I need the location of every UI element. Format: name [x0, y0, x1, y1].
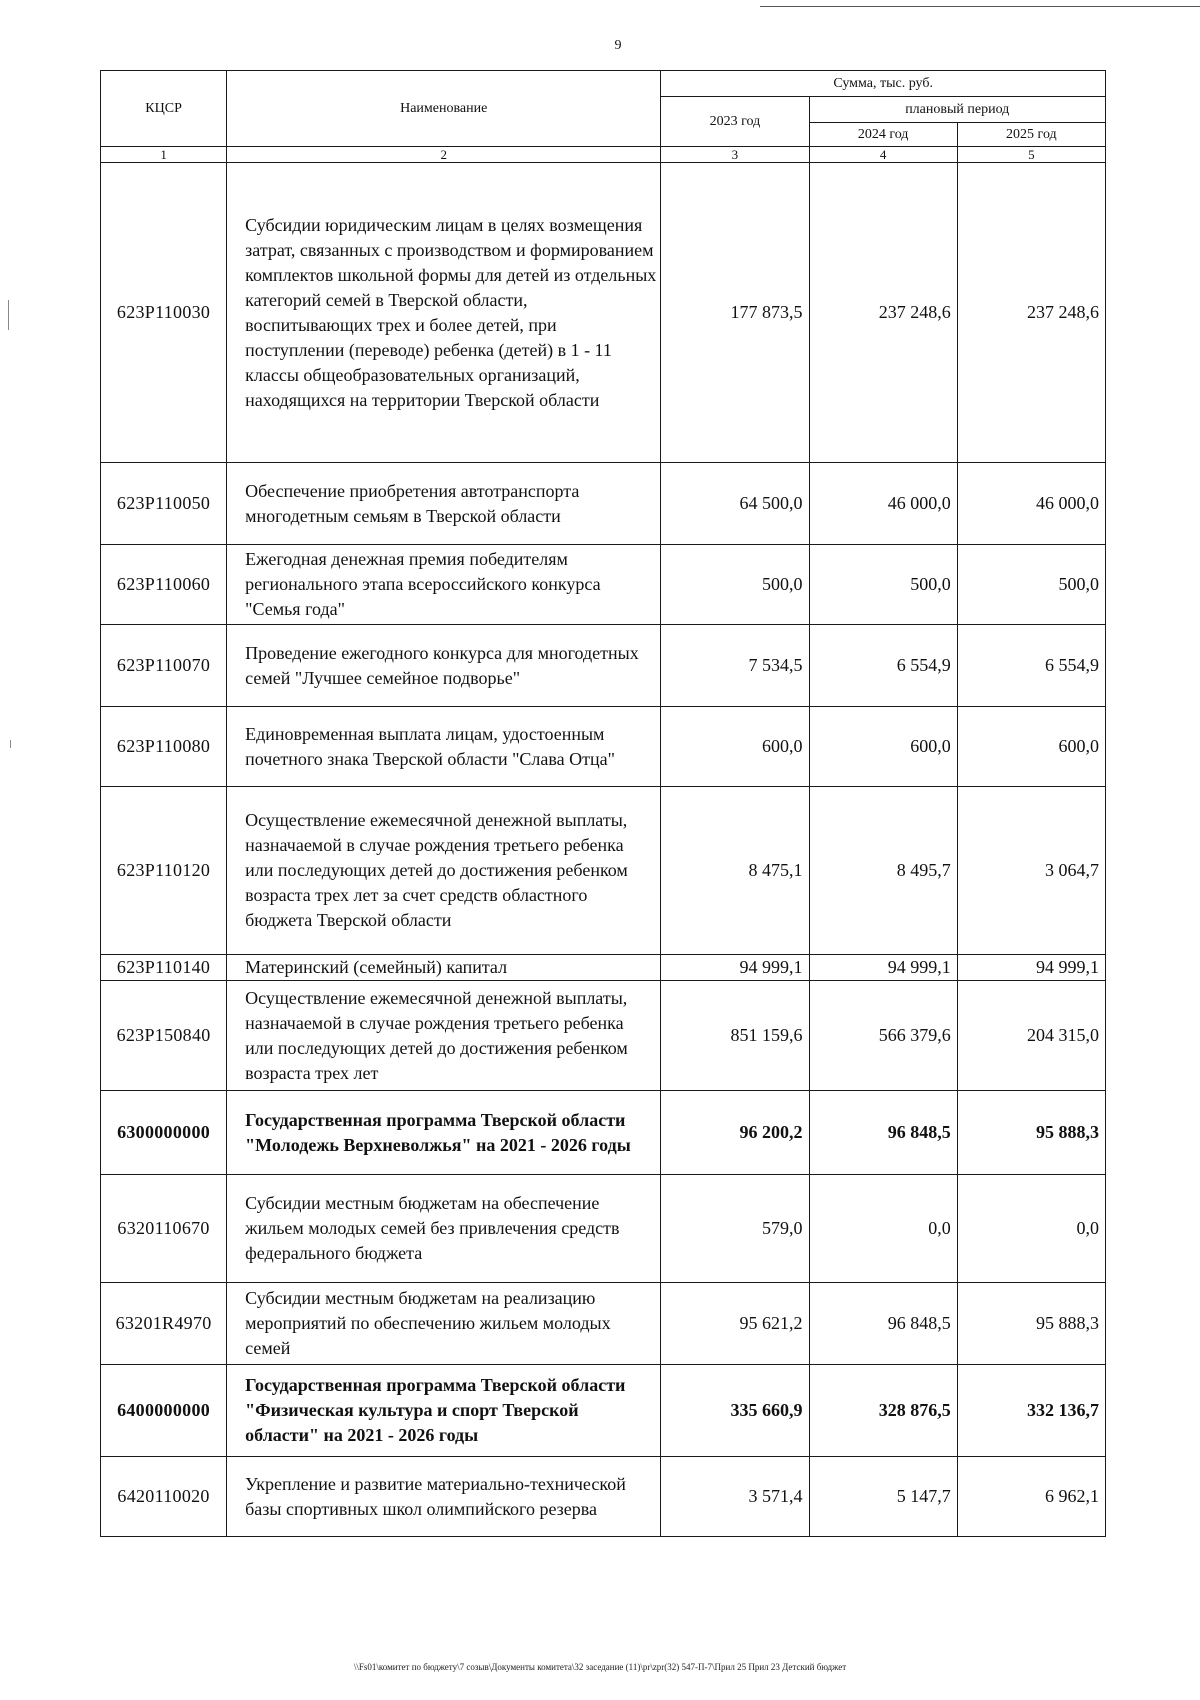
row-value-2024: 237 248,6	[809, 163, 957, 463]
row-value-2025: 6 554,9	[957, 625, 1105, 707]
row-value-2023: 95 621,2	[661, 1283, 809, 1365]
row-value-2023: 500,0	[661, 545, 809, 625]
scan-edge-line	[760, 6, 1200, 7]
row-code: 6300000000	[101, 1091, 227, 1175]
row-name: Материнский (семейный) капитал	[227, 955, 661, 981]
row-value-2023: 3 571,4	[661, 1457, 809, 1537]
row-value-2025: 3 064,7	[957, 787, 1105, 955]
row-value-2023: 94 999,1	[661, 955, 809, 981]
table-row	[101, 163, 1106, 463]
row-code: 63201R4970	[101, 1283, 227, 1365]
row-code: 623Р110120	[101, 787, 227, 955]
row-name: Проведение ежегодного конкурса для многодетных семей "Лучшее семейное подворье"	[227, 625, 661, 707]
row-code: 623Р110060	[101, 545, 227, 625]
table-row	[101, 1365, 1106, 1457]
row-name: Ежегодная денежная премия победителям регионального этапа всероссийского конкурса "Семья года"	[227, 545, 661, 625]
row-value-2023: 177 873,5	[661, 163, 809, 463]
row-code: 6400000000	[101, 1365, 227, 1457]
row-code: 623Р110050	[101, 463, 227, 545]
table-row	[101, 1283, 1106, 1365]
row-value-2023: 600,0	[661, 707, 809, 787]
row-value-2025: 0,0	[957, 1175, 1105, 1283]
row-name: Субсидии юридическим лицам в целях возмещения затрат, связанных с производством и формированием комплектов школьной формы для детей из отдельных категорий семей в Тверской области, воспитывающих трех и более детей, при поступлении (переводе) ребенка (детей) в 1 - 11 классы общеобразовательных организаций, находящихся на территории Тверской области	[227, 163, 661, 463]
column-number: 5	[957, 147, 1105, 163]
table-row	[101, 545, 1106, 625]
row-name: Государственная программа Тверской области "Молодежь Верхневолжья" на 2021 - 2026 годы	[227, 1091, 661, 1175]
row-name: Субсидии местным бюджетам на обеспечение жильем молодых семей без привлечения средств федерального бюджета	[227, 1175, 661, 1283]
row-value-2024: 96 848,5	[809, 1091, 957, 1175]
row-value-2023: 335 660,9	[661, 1365, 809, 1457]
row-value-2023: 851 159,6	[661, 981, 809, 1091]
row-value-2024: 6 554,9	[809, 625, 957, 707]
row-value-2025: 332 136,7	[957, 1365, 1105, 1457]
row-value-2023: 579,0	[661, 1175, 809, 1283]
row-value-2024: 566 379,6	[809, 981, 957, 1091]
row-name: Единовременная выплата лицам, удостоенным почетного знака Тверской области "Слава Отца"	[227, 707, 661, 787]
column-number: 1	[101, 147, 227, 163]
table-row	[101, 787, 1106, 955]
budget-table	[100, 70, 1106, 1537]
header-year-2024: 2024 год	[809, 123, 957, 147]
row-value-2024: 0,0	[809, 1175, 957, 1283]
column-number: 3	[661, 147, 809, 163]
row-name: Укрепление и развитие материально-технической базы спортивных школ олимпийского резерва	[227, 1457, 661, 1537]
row-name: Обеспечение приобретения автотранспорта многодетным семьям в Тверской области	[227, 463, 661, 545]
row-value-2024: 94 999,1	[809, 955, 957, 981]
row-code: 6420110020	[101, 1457, 227, 1537]
row-code: 623Р110080	[101, 707, 227, 787]
row-value-2025: 500,0	[957, 545, 1105, 625]
row-value-2025: 95 888,3	[957, 1091, 1105, 1175]
page-number: 9	[614, 38, 622, 53]
column-number: 2	[227, 147, 661, 163]
row-value-2024: 5 147,7	[809, 1457, 957, 1537]
table-row	[101, 463, 1106, 545]
header-name: Наименование	[227, 71, 661, 147]
column-number: 4	[809, 147, 957, 163]
row-value-2025: 94 999,1	[957, 955, 1105, 981]
row-value-2025: 600,0	[957, 707, 1105, 787]
scan-speck	[8, 300, 9, 330]
row-value-2025: 237 248,6	[957, 163, 1105, 463]
row-value-2025: 204 315,0	[957, 981, 1105, 1091]
table-row	[101, 955, 1106, 981]
row-value-2024: 328 876,5	[809, 1365, 957, 1457]
row-code: 623Р110030	[101, 163, 227, 463]
table-row	[101, 625, 1106, 707]
row-value-2024: 8 495,7	[809, 787, 957, 955]
row-value-2025: 6 962,1	[957, 1457, 1105, 1537]
row-name: Осуществление ежемесячной денежной выплаты, назначаемой в случае рождения третьего ребенка или последующих детей до достижения ребенком возраста трех лет за счет средств областного бюджета Тверской области	[227, 787, 661, 955]
row-value-2023: 7 534,5	[661, 625, 809, 707]
row-value-2024: 600,0	[809, 707, 957, 787]
table-row	[101, 1457, 1106, 1537]
header-year-2025: 2025 год	[957, 123, 1105, 147]
row-value-2024: 500,0	[809, 545, 957, 625]
row-value-2024: 96 848,5	[809, 1283, 957, 1365]
header-sum: Сумма, тыс. руб.	[661, 71, 1106, 97]
row-value-2025: 46 000,0	[957, 463, 1105, 545]
row-code: 623Р110070	[101, 625, 227, 707]
row-value-2024: 46 000,0	[809, 463, 957, 545]
header-year-2023: 2023 год	[661, 97, 809, 147]
row-value-2025: 95 888,3	[957, 1283, 1105, 1365]
row-name: Субсидии местным бюджетам на реализацию мероприятий по обеспечению жильем молодых семей	[227, 1283, 661, 1365]
row-value-2023: 64 500,0	[661, 463, 809, 545]
table-row	[101, 1175, 1106, 1283]
header-code: КЦСР	[101, 71, 227, 147]
scan-speck	[10, 740, 11, 748]
row-value-2023: 96 200,2	[661, 1091, 809, 1175]
table-row	[101, 981, 1106, 1091]
row-name: Государственная программа Тверской области "Физическая культура и спорт Тверской области" на 2021 - 2026 годы	[227, 1365, 661, 1457]
row-code: 623Р110140	[101, 955, 227, 981]
file-path-footer: \\Fs01\комитет по бюджету\7 созыв\Документы комитета\32 заседание (11)\pr\zpr(32) 547-П-7\Прил 25 Прил 23 Детский бюджет	[353, 1662, 847, 1672]
table-row	[101, 707, 1106, 787]
row-value-2023: 8 475,1	[661, 787, 809, 955]
row-code: 6320110670	[101, 1175, 227, 1283]
row-name: Осуществление ежемесячной денежной выплаты, назначаемой в случае рождения третьего ребенка или последующих детей до достижения ребенком возраста трех лет	[227, 981, 661, 1091]
table-row	[101, 1091, 1106, 1175]
header-planned-period: плановый период	[809, 97, 1105, 123]
row-code: 623Р150840	[101, 981, 227, 1091]
